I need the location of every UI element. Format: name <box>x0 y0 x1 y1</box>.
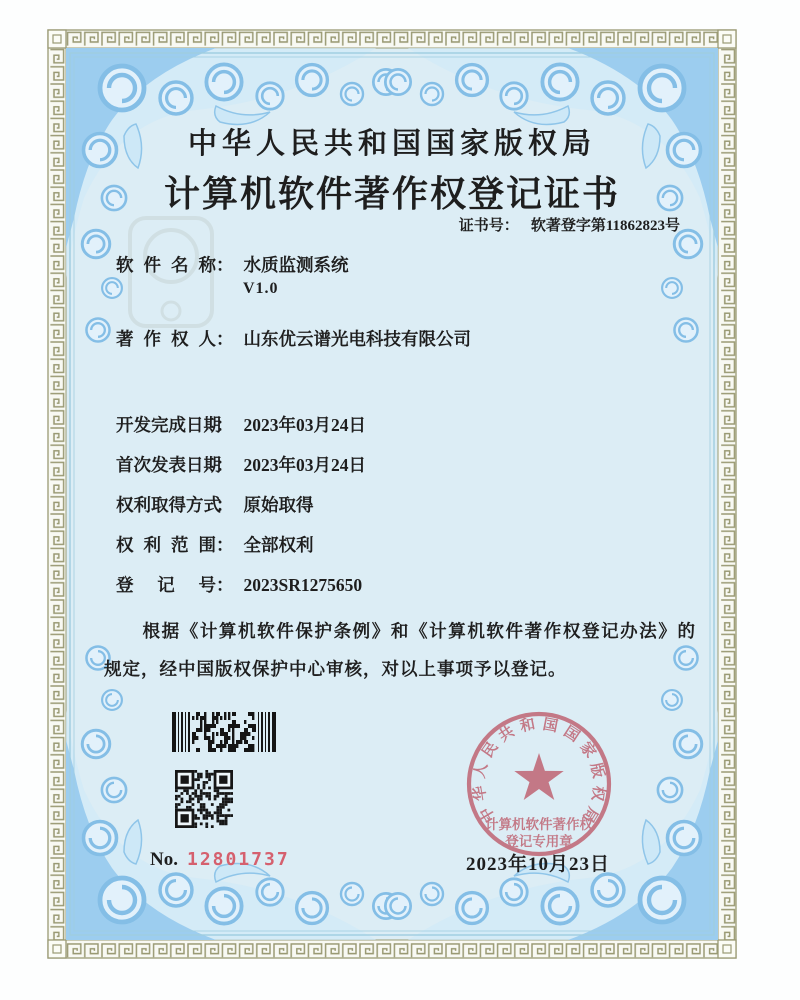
field-completion-date: 开发完成日期： 2023年03月24日 <box>116 415 366 435</box>
svg-text:国: 国 <box>560 723 582 746</box>
serial-number-line <box>150 849 290 871</box>
svg-text:权: 权 <box>588 784 607 802</box>
serial-number-value: 12801737 <box>186 849 290 870</box>
statement-paragraph: 根据《计算机软件保护条例》和《计算机软件著作权登记办法》的规定，经中国版权保护中心审核，对以上事项予以登记。 <box>104 621 696 679</box>
star-icon <box>514 753 563 800</box>
field-copyright-owner: 著作权人： 山东优云谱光电科技有限公司 <box>116 329 471 349</box>
svg-text:民: 民 <box>479 739 502 761</box>
issuing-authority: 中华人民共和国国家版权局 <box>187 128 596 160</box>
certificate-number-value: 软著登字第11862823号 <box>530 218 680 234</box>
svg-text:人: 人 <box>472 761 491 780</box>
seal-line2: 登记专用章 <box>505 834 573 849</box>
svg-text:中: 中 <box>477 803 500 825</box>
certificate-title: 计算机软件著作权登记证书 <box>163 174 620 214</box>
svg-text:局: 局 <box>578 803 601 825</box>
svg-text:和: 和 <box>518 716 537 736</box>
qr-code <box>175 770 233 828</box>
seal-line1: 计算机软件著作权 <box>485 817 593 832</box>
software-version: V1.0 <box>243 280 279 297</box>
field-registration-number: 登记号： 2023SR1275650 <box>116 575 363 595</box>
svg-text:共: 共 <box>496 723 518 746</box>
barcode <box>172 712 278 752</box>
field-first-publication-date: 首次发表日期： 2023年03月24日 <box>116 455 366 475</box>
serial-number-label: No. <box>150 849 178 870</box>
issue-date: 2023年10月23日 <box>466 854 611 875</box>
svg-text:版: 版 <box>587 761 606 780</box>
certificate-number-label: 证书号： <box>458 218 519 234</box>
svg-text:华: 华 <box>471 784 490 802</box>
field-scope-of-rights: 权利范围： 全部权利 <box>116 535 314 555</box>
svg-text:国: 国 <box>541 716 560 736</box>
field-software-name: 软件名称： 水质监测系统 <box>116 255 349 275</box>
svg-text:家: 家 <box>576 739 599 761</box>
certificate-number-line <box>459 214 680 235</box>
field-acquisition-method: 权利取得方式： 原始取得 <box>116 495 314 515</box>
